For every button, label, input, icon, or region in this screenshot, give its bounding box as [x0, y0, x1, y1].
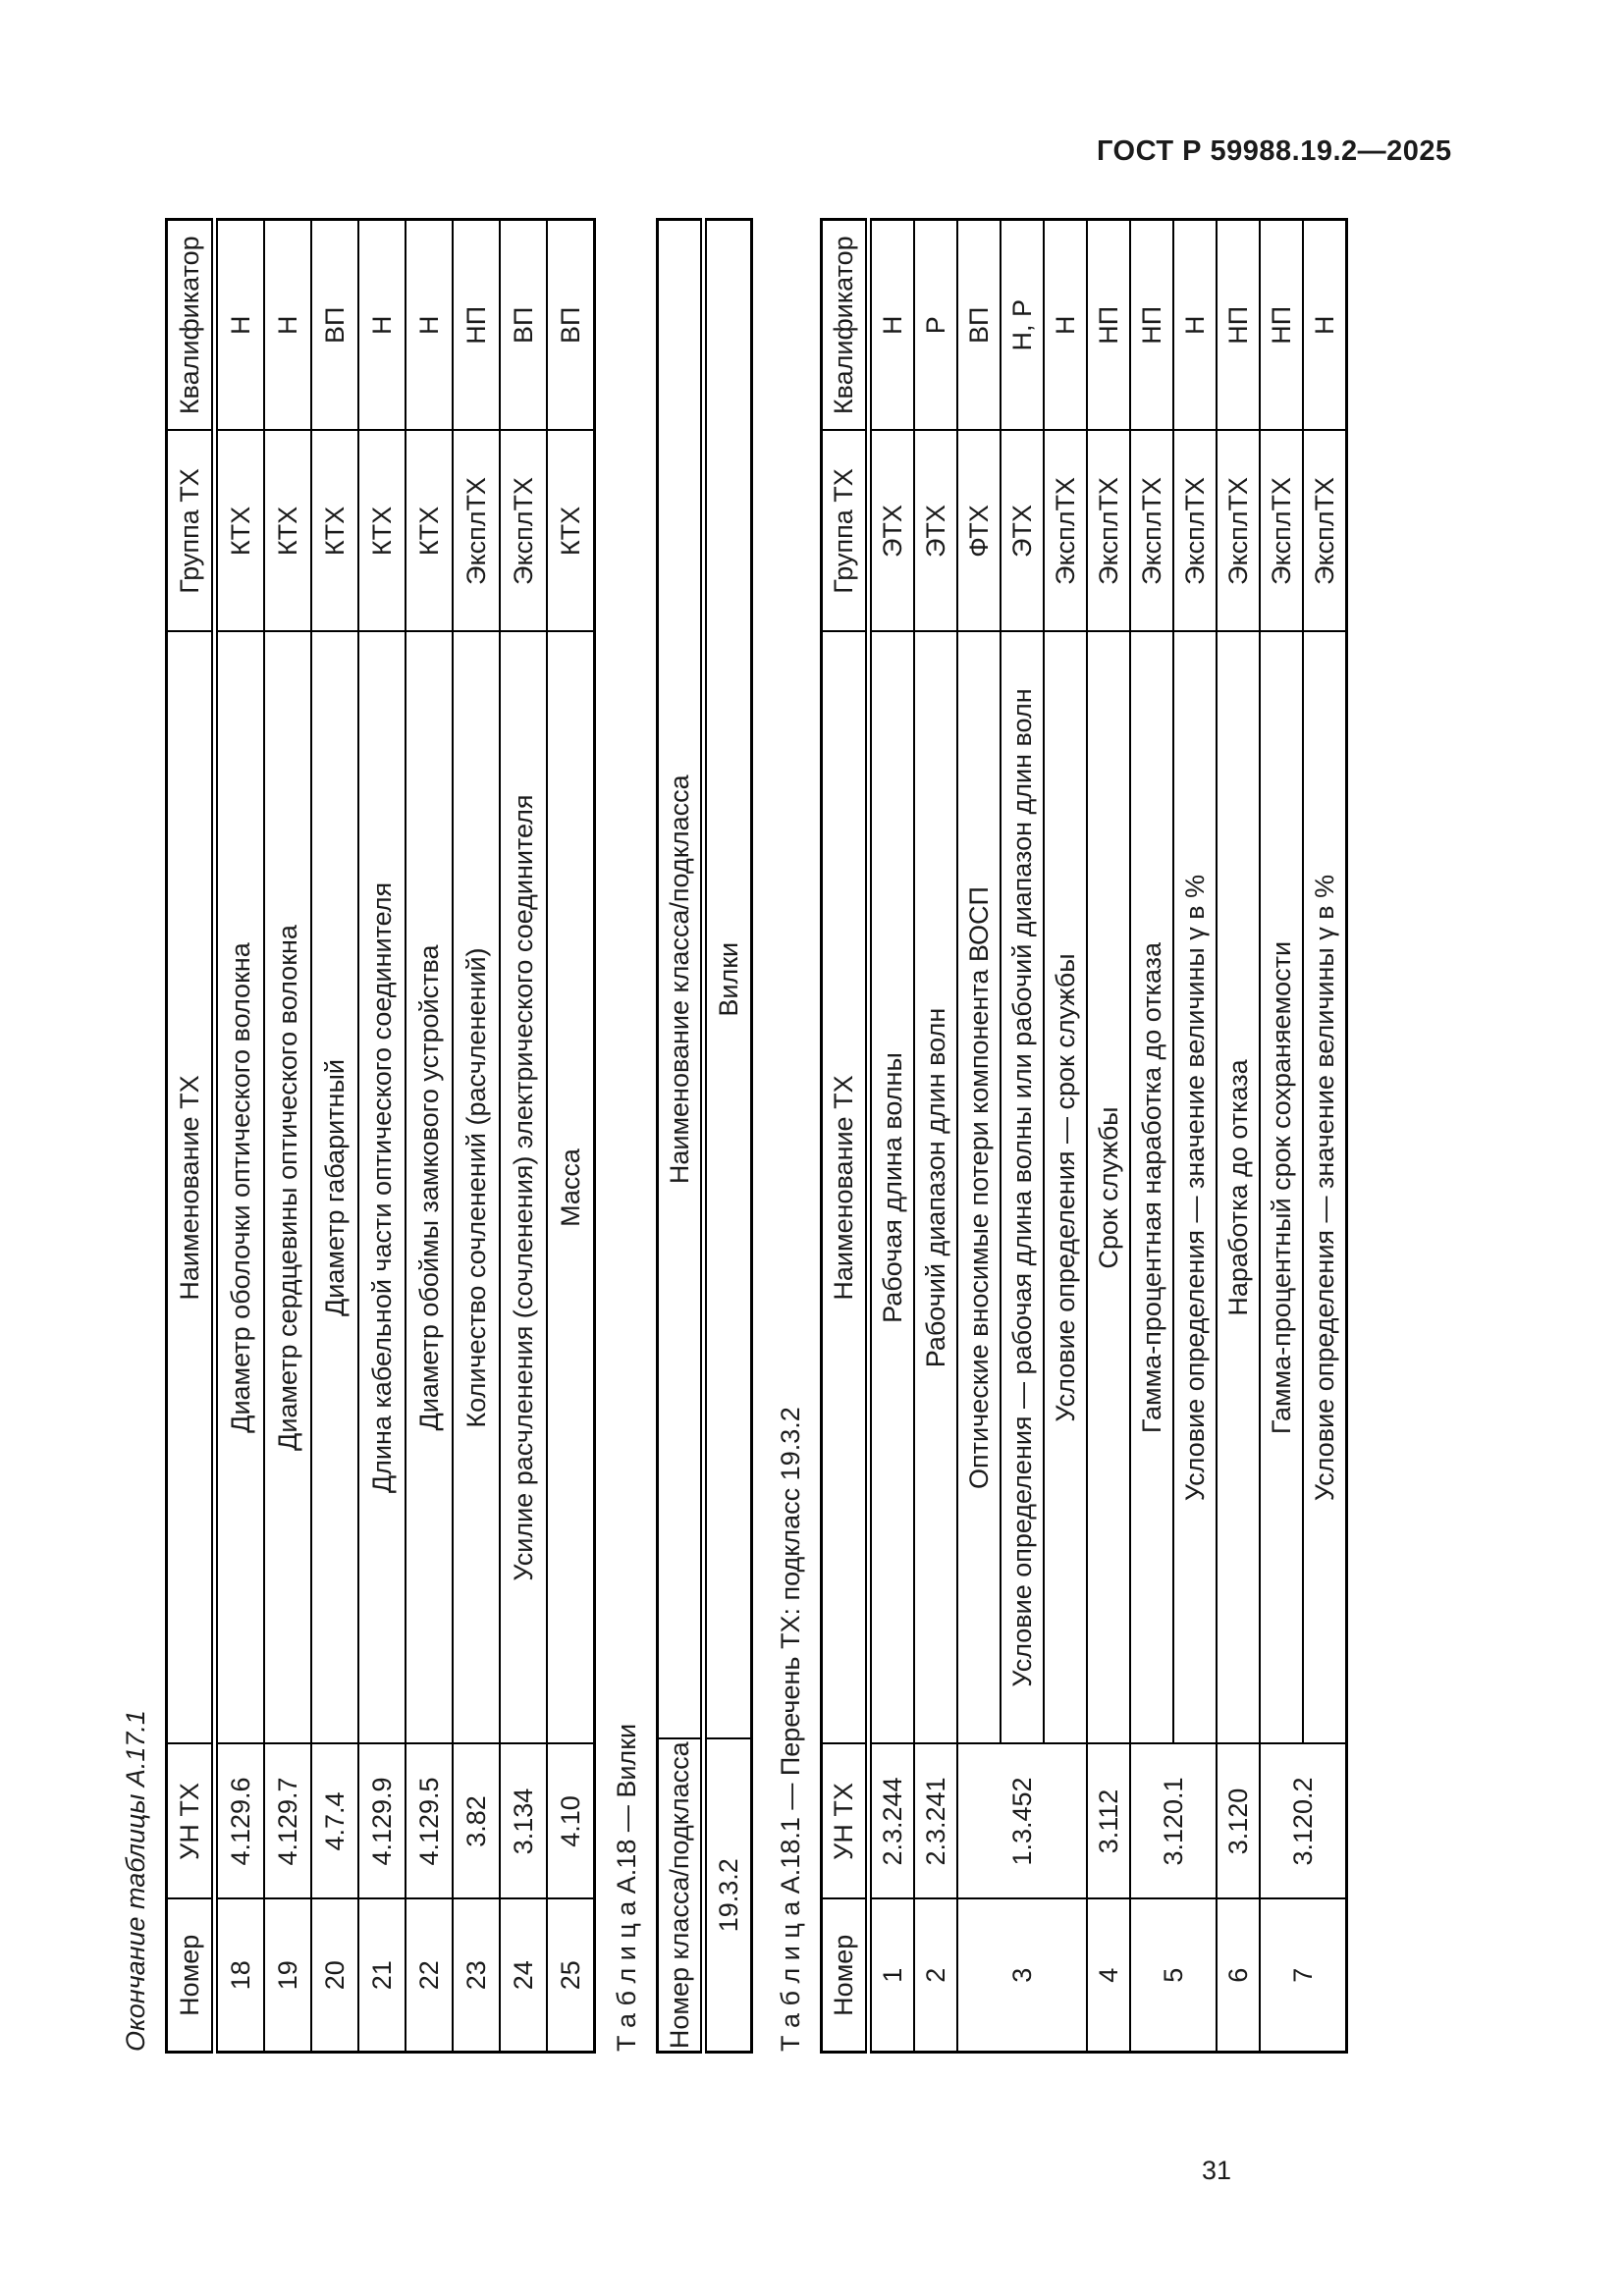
cell-name: Условие определения — значение величины γ в %: [1303, 632, 1347, 1744]
cell-un-tx: 3.82: [453, 1744, 500, 1899]
cell-number: 25: [547, 1899, 595, 2053]
cell-group: ЭксплТХ: [1217, 431, 1260, 632]
cell-number: 5: [1130, 1899, 1217, 2053]
cell-qualifier: НП: [453, 220, 500, 431]
cell-name: Гамма-процентная наработка до отказа: [1130, 632, 1173, 1744]
cell-name: Условие определения — срок службы: [1044, 632, 1087, 1744]
cell-name: Гамма-процентный срок сохраняемости: [1260, 632, 1303, 1744]
header-cell-group: Группа ТХ: [822, 431, 869, 632]
table-a171-caption: Окончание таблицы А.17.1: [121, 1710, 150, 2052]
cell-number: 3: [957, 1899, 1087, 2053]
table-row: [215, 220, 265, 2053]
cell-number: 22: [406, 1899, 453, 2053]
cell-number: 7: [1260, 1899, 1347, 2053]
cell-qualifier: Н: [869, 220, 915, 431]
header-row: [658, 220, 704, 2053]
cell-name: Рабочий диапазон длин волн: [914, 632, 957, 1744]
cell-number: 24: [500, 1899, 547, 2053]
table-a181: [820, 218, 1348, 2054]
header-cell-qualifier: Квалификатор: [822, 220, 869, 431]
cell-group: ЭксплТХ: [1173, 431, 1217, 632]
cell-un-tx: 4.129.7: [264, 1744, 311, 1899]
cell-qualifier: Н, Р: [1001, 220, 1044, 431]
cell-qualifier: Р: [914, 220, 957, 431]
cell-name: Масса: [547, 632, 595, 1744]
header-row: [822, 220, 869, 2053]
table-a181-caption: Т а б л и ц а А.18.1 — Перечень ТХ: подкласс 19.3.2: [776, 1407, 805, 2052]
cell-name: Условие определения — рабочая длина волны или рабочий диапазон длин волн: [1001, 632, 1044, 1744]
cell-un-tx: 4.10: [547, 1744, 595, 1899]
cell-group: КТХ: [264, 431, 311, 632]
cell-qualifier: ВП: [547, 220, 595, 431]
cell-qualifier: Н: [358, 220, 406, 431]
cell-un-tx: 4.129.6: [215, 1744, 265, 1899]
header-cell-group: Группа ТХ: [167, 431, 215, 632]
cell-group: КТХ: [358, 431, 406, 632]
cell-name: Наработка до отказа: [1217, 632, 1260, 1744]
cell-un-tx: 3.120: [1217, 1744, 1260, 1899]
cell-group: КТХ: [547, 431, 595, 632]
cell-group: ЭксплТХ: [1087, 431, 1130, 632]
cell-un-tx: 3.120.2: [1260, 1744, 1347, 1899]
document-code-header: ГОСТ Р 59988.19.2—2025: [1097, 135, 1452, 167]
table-a171: [165, 218, 596, 2054]
cell-un-tx: 1.3.452: [957, 1744, 1087, 1899]
rotated-block-table-a171: [98, 221, 596, 2054]
table-a18-caption: Т а б л и ц а А.18 — Вилки: [612, 1723, 641, 2052]
cell-un-tx: 3.134: [500, 1744, 547, 1899]
header-cell-name: Наименование ТХ: [167, 632, 215, 1744]
cell-number: 18: [215, 1899, 265, 2053]
cell-un-tx: 4.7.4: [311, 1744, 358, 1899]
rotated-block-table-a181: [769, 221, 1348, 2054]
table-row: [264, 220, 311, 2053]
table-row: [358, 220, 406, 2053]
cell-number: 4: [1087, 1899, 1130, 2053]
header-cell-number: Номер: [822, 1899, 869, 2053]
cell-number: 6: [1217, 1899, 1260, 2053]
header-cell-class-name: Наименование класса/подкласса: [658, 220, 704, 1739]
cell-un-tx: 2.3.244: [869, 1744, 915, 1899]
cell-name: Диаметр сердцевины оптического волокна: [264, 632, 311, 1744]
cell-group: ФТХ: [957, 431, 1001, 632]
header-cell-name: Наименование ТХ: [822, 632, 869, 1744]
table-row: [957, 220, 1001, 2053]
table-row: [500, 220, 547, 2053]
cell-group: ЭТХ: [869, 431, 915, 632]
cell-number: 2: [914, 1899, 957, 2053]
cell-qualifier: Н: [264, 220, 311, 431]
rotated-block-table-a18: [612, 221, 753, 2054]
cell-number: 1: [869, 1899, 915, 2053]
cell-qualifier: ВП: [311, 220, 358, 431]
cell-group: ЭТХ: [1001, 431, 1044, 632]
table-row: [453, 220, 500, 2053]
cell-group: ЭксплТХ: [1260, 431, 1303, 632]
table-row: [1217, 220, 1260, 2053]
header-cell-class-number: Номер класса/подкласса: [658, 1739, 704, 2053]
cell-un-tx: 4.129.9: [358, 1744, 406, 1899]
cell-name: Рабочая длина волны: [869, 632, 915, 1744]
cell-number: 20: [311, 1899, 358, 2053]
cell-qualifier: Н: [1303, 220, 1347, 431]
table-row: [914, 220, 957, 2053]
cell-group: ЭксплТХ: [1130, 431, 1173, 632]
cell-number: 19: [264, 1899, 311, 2053]
cell-qualifier: НП: [1087, 220, 1130, 431]
cell-qualifier: НП: [1217, 220, 1260, 431]
cell-name: Условие определения — значение величины γ в %: [1173, 632, 1217, 1744]
header-cell-qualifier: Квалификатор: [167, 220, 215, 431]
cell-qualifier: ВП: [500, 220, 547, 431]
cell-number: 23: [453, 1899, 500, 2053]
cell-un-tx: 2.3.241: [914, 1744, 957, 1899]
cell-name: Диаметр оболочки оптического волокна: [215, 632, 265, 1744]
header-cell-number: Номер: [167, 1899, 215, 2053]
table-row: [547, 220, 595, 2053]
cell-group: ЭксплТХ: [1044, 431, 1087, 632]
table-row: [311, 220, 358, 2053]
table-row: [1130, 220, 1173, 2053]
cell-un-tx: 3.112: [1087, 1744, 1130, 1899]
cell-qualifier: Н: [406, 220, 453, 431]
cell-name: Срок службы: [1087, 632, 1130, 1744]
cell-group: ЭТХ: [914, 431, 957, 632]
cell-qualifier: Н: [1044, 220, 1087, 431]
header-cell-un-tx: УН ТХ: [822, 1744, 869, 1899]
table-row: [869, 220, 915, 2053]
cell-qualifier: НП: [1260, 220, 1303, 431]
page-number: 31: [1202, 2156, 1232, 2185]
cell-name: Диаметр габаритный: [311, 632, 358, 1744]
cell-name: Диаметр обоймы замкового устройства: [406, 632, 453, 1744]
cell-class-name: Вилки: [704, 220, 752, 1739]
cell-group: ЭксплТХ: [453, 431, 500, 632]
cell-group: КТХ: [215, 431, 265, 632]
cell-name: Количество сочленений (расчленений): [453, 632, 500, 1744]
table-a18: [656, 218, 753, 2054]
table-row: [704, 220, 752, 2053]
table-row: [1260, 220, 1303, 2053]
header-cell-un-tx: УН ТХ: [167, 1744, 215, 1899]
cell-qualifier: Н: [215, 220, 265, 431]
cell-qualifier: ВП: [957, 220, 1001, 431]
table-row: [406, 220, 453, 2053]
cell-un-tx: 3.120.1: [1130, 1744, 1217, 1899]
cell-name: Оптические вносимые потери компонента ВОСП: [957, 632, 1001, 1744]
cell-group: ЭксплТХ: [1303, 431, 1347, 632]
cell-number: 21: [358, 1899, 406, 2053]
cell-class-number: 19.3.2: [704, 1739, 752, 2053]
cell-qualifier: Н: [1173, 220, 1217, 431]
cell-group: КТХ: [406, 431, 453, 632]
header-row: [167, 220, 215, 2053]
cell-group: КТХ: [311, 431, 358, 632]
table-row: [1087, 220, 1130, 2053]
cell-name: Усилие расчленения (сочленения) электрического соединителя: [500, 632, 547, 1744]
cell-qualifier: НП: [1130, 220, 1173, 431]
cell-un-tx: 4.129.5: [406, 1744, 453, 1899]
cell-name: Длина кабельной части оптического соединителя: [358, 632, 406, 1744]
cell-group: ЭксплТХ: [500, 431, 547, 632]
